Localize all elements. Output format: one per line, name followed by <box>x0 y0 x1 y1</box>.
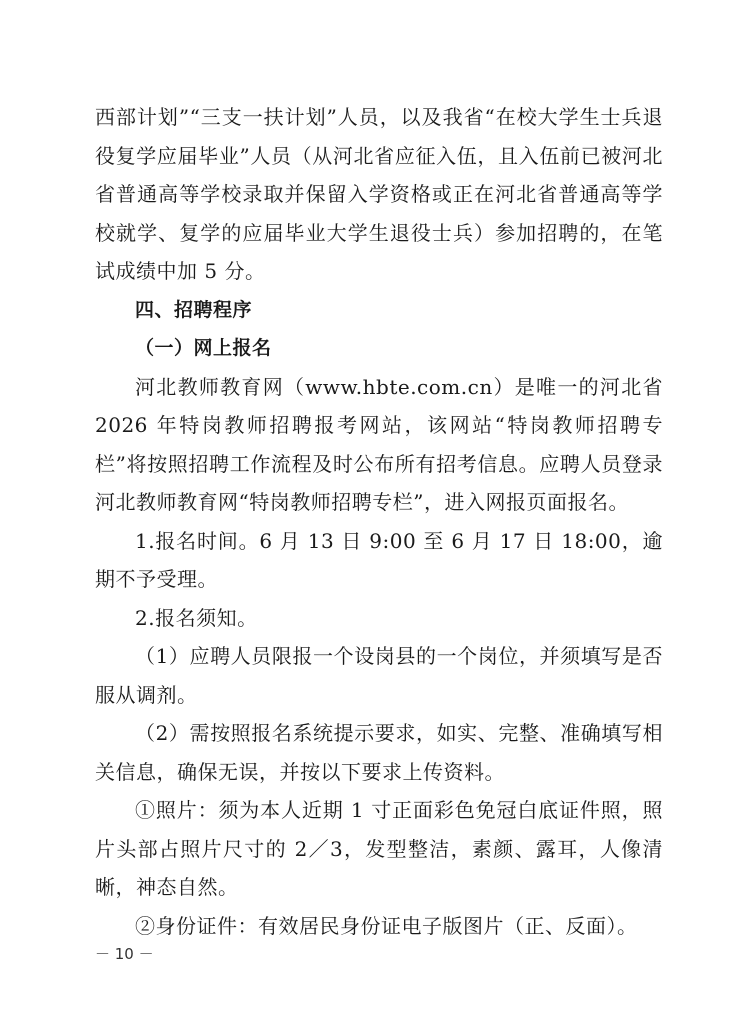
body-text <box>95 98 663 945</box>
paragraph-registration-website: 河北教师教育网（www.hbte.com.cn）是唯一的河北省 2026 年特岗教师招聘报考网站，该网站“特岗教师招聘专栏”将按照招聘工作流程及时公布所有招考信息。应聘人员登录河北教师教育网“特岗教师招聘专栏”，进入网报页面报名。 <box>95 374 663 514</box>
section-heading-recruitment-procedure: 四、招聘程序 <box>135 298 253 321</box>
paragraph-photo-requirement: ①照片：须为本人近期 1 寸正面彩色免冠白底证件照，照片头部占照片尺寸的 2／3，发型整洁，素颜、露耳，人像清晰，神态自然。 <box>95 798 663 899</box>
page-number: － 10 － <box>95 945 154 963</box>
paragraph-registration-notice: 2.报名须知。 <box>135 605 258 630</box>
paragraph-bonus-points: 西部计划”“三支一扶计划”人员，以及我省“在校大学生士兵退役复学应届毕业”人员（从河北省应征入伍，且入伍前已被河北省普通高等学校录取并保留入学资格或正在河北省普通高等学校就学、复学的应届毕业大学生退役士兵）参加招聘的，在笔试成绩中加 5 分。 <box>95 105 663 283</box>
paragraph-notice-item-2: （2）需按照报名系统提示要求，如实、完整、准确填写相关信息，确保无误，并按以下要求上传资料。 <box>95 721 663 784</box>
paragraph-notice-item-1: （1）应聘人员限报一个设岗县的一个岗位，并须填写是否服从调剂。 <box>95 644 663 707</box>
paragraph-id-requirement: ②身份证件：有效居民身份证电子版图片（正、反面）。 <box>135 913 638 938</box>
paragraph-registration-time: 1.报名时间。6 月 13 日 9:00 至 6 月 17 日 18:00，逾期不予受理。 <box>95 528 663 591</box>
subsection-heading-online-registration: （一）网上报名 <box>135 337 272 359</box>
